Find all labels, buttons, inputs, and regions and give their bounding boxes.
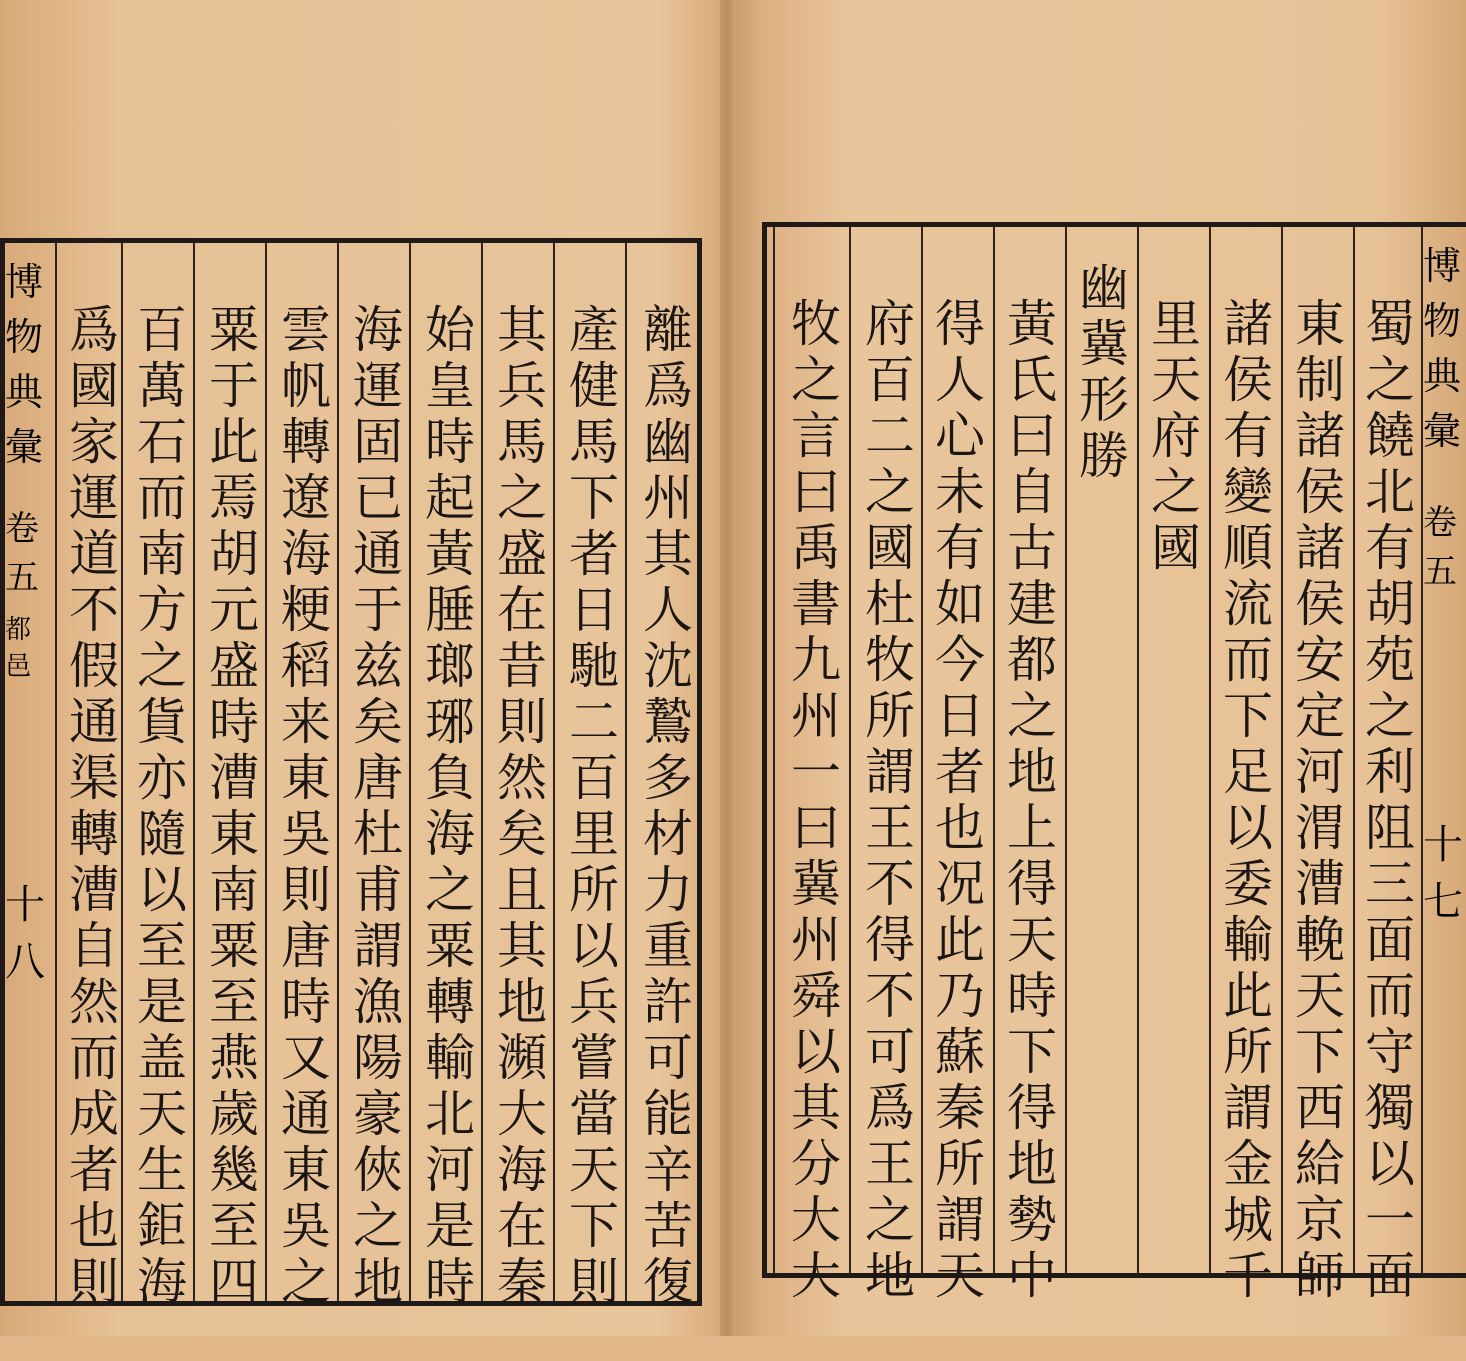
text-column: 牧之言曰禹書九州一曰冀州舜以其分大大 [783,297,841,1305]
text-column: 始皇時起黃腄瑯琊負海之粟轉輸北河是時 [417,303,475,1311]
right-margin-column [1423,235,1466,927]
margin-folio: 十七 [1423,822,1463,925]
margin-book-title: 博物典彙 [1423,244,1462,453]
text-column: 爲國家運道不假通渠轉漕自然而成者也則 [61,303,119,1311]
text-column: 粟于此焉胡元盛時漕東南粟至燕歲幾至四 [201,303,259,1311]
margin-folio: 十八 [5,882,45,985]
left-margin-column [5,251,55,987]
text-column: 府百二之國杜牧所謂王不得不可爲王之地 [857,297,915,1305]
text-column: 產健馬下者日馳二百里所以兵嘗當天下則 [561,303,619,1311]
text-column: 里天府之國 [1143,297,1201,577]
text-column: 黃氏曰自古建都之地上得天時下得地勢中 [999,297,1057,1305]
text-column: 百萬石而南方之貨亦隨以至是盖天生鉅海 [129,303,187,1311]
margin-volume: 卷五 [1423,503,1457,592]
text-column: 蜀之饒北有胡苑之利阻三面而守獨以一面 [1357,297,1415,1305]
column-rule [625,243,627,1301]
text-column: 離爲幽州其人沈鷙多材力重許可能辛苦復 [635,303,693,1311]
right-page-frame [762,222,1466,1305]
text-column: 東制諸侯諸侯安定河渭漕輓天下西給京師 [1287,297,1345,1305]
margin-book-title: 博物典彙 [5,260,44,469]
book-gutter [720,0,736,1336]
text-column: 其兵馬之盛在昔則然矣且其地瀕大海在秦 [489,303,547,1311]
text-column: 得人心未有如今日者也况此乃蘇秦所謂天 [927,297,985,1305]
text-column: 海運固已通于兹矣唐杜甫謂漁陽豪俠之地 [345,303,403,1311]
margin-section: 都邑 [5,615,32,682]
column-rule [773,227,775,1273]
left-page-frame [0,238,702,1311]
section-heading: 幽冀形勝 [1071,261,1129,485]
margin-volume: 卷五 [5,509,39,598]
text-column: 雲帆轉遼海粳稻来東吳則唐時又通東吳之 [273,303,331,1311]
text-column: 諸侯有變順流而下足以委輸此所謂金城千 [1215,297,1273,1305]
